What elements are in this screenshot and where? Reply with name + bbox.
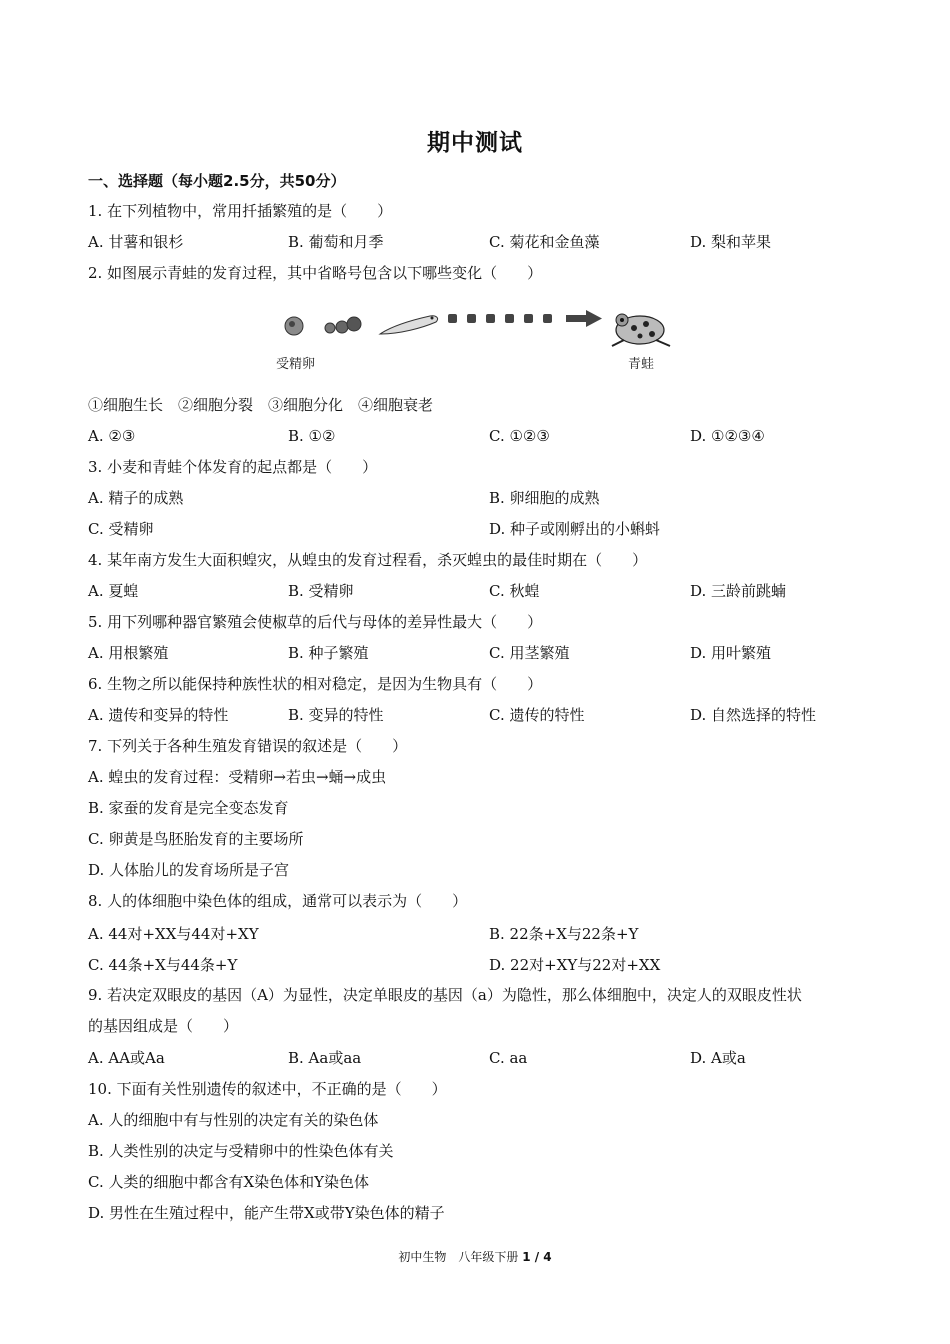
- option: A. AA或Aa: [88, 1049, 165, 1067]
- page-footer: [0, 1248, 950, 1265]
- statement-list: ①细胞生长 ②细胞分裂 ③细胞分化 ④细胞衰老: [88, 396, 434, 414]
- egg-icon: [285, 317, 303, 335]
- option: C. 受精卵: [88, 520, 154, 538]
- option: B. 葡萄和月季: [288, 233, 384, 251]
- option: C. 用茎繁殖: [489, 644, 570, 662]
- option: B. ①②: [288, 427, 336, 445]
- frog-development-diagram: [272, 300, 680, 378]
- option: A. 人的细胞中有与性别的决定有关的染色体: [88, 1111, 379, 1129]
- question-stem-continued: 的基因组成是（ ）: [88, 1017, 239, 1035]
- option: B. 变异的特性: [288, 706, 384, 724]
- option: D. 人体胎儿的发育场所是子宫: [88, 861, 290, 879]
- arrow-icon: [566, 310, 602, 327]
- frog-label: 青蛙: [628, 357, 655, 372]
- question-stem: 6. 生物之所以能保持种族性状的相对稳定，是因为生物具有（ ）: [88, 675, 543, 693]
- egg-label: 受精卵: [276, 357, 316, 372]
- question-stem: 9. 若决定双眼皮的基因（A）为显性，决定单眼皮的基因（a）为隐性，那么体细胞中，决定人的双眼皮性状: [88, 986, 802, 1004]
- option: D. 梨和苹果: [690, 233, 772, 251]
- footer-text: 初中生物 八年级下册: [398, 1250, 519, 1264]
- option: C. ①②③: [489, 427, 550, 445]
- option: B. 家蚕的发育是完全变态发育: [88, 799, 289, 817]
- option: B. 22条+X与22条+Y: [489, 925, 639, 943]
- option: A. 蝗虫的发育过程：受精卵→若虫→蛹→成虫: [88, 768, 387, 786]
- question-stem: 3. 小麦和青蛙个体发育的起点都是（ ）: [88, 458, 378, 476]
- frog-development-figure: [272, 300, 680, 378]
- option: B. 卵细胞的成熟: [489, 489, 600, 507]
- question-stem: 7. 下列关于各种生殖发育错误的叙述是（ ）: [88, 737, 408, 755]
- option: C. 卵黄是鸟胚胎发育的主要场所: [88, 830, 304, 848]
- ellipsis-dots: [448, 314, 552, 323]
- option: D. A或a: [690, 1049, 746, 1067]
- option: A. 遗传和变异的特性: [88, 706, 229, 724]
- page-number: 1 / 4: [522, 1250, 552, 1264]
- option: C. 人类的细胞中都含有X染色体和Y染色体: [88, 1173, 370, 1191]
- option: D. 三龄前跳蝻: [690, 582, 787, 600]
- question-stem: 5. 用下列哪种器官繁殖会使椒草的后代与母体的差异性最大（ ）: [88, 613, 543, 631]
- option: D. 男性在生殖过程中，能产生带X或带Y染色体的精子: [88, 1204, 445, 1222]
- option: D. 自然选择的特性: [690, 706, 817, 724]
- option: A. 44对+XX与44对+XY: [88, 925, 259, 943]
- question-stem: 10. 下面有关性别遗传的叙述中，不正确的是（ ）: [88, 1080, 447, 1098]
- section-heading: 一、选择题（每小题2.5分，共50分）: [88, 172, 346, 190]
- option: D. 种子或刚孵出的小蝌蚪: [489, 520, 661, 538]
- option: B. 人类性别的决定与受精卵中的性染色体有关: [88, 1142, 394, 1160]
- option: A. 用根繁殖: [88, 644, 169, 662]
- question-stem: 1. 在下列植物中，常用扦插繁殖的是（ ）: [88, 202, 393, 220]
- option: C. 秋蝗: [489, 582, 540, 600]
- option: B. Aa或aa: [288, 1049, 362, 1067]
- option: A. 精子的成熟: [88, 489, 184, 507]
- question-stem: 8. 人的体细胞中染色体的组成，通常可以表示为（ ）: [88, 892, 468, 910]
- option: A. 夏蝗: [88, 582, 139, 600]
- embryo-icon: [325, 317, 361, 333]
- option: C. 遗传的特性: [489, 706, 585, 724]
- option: C. 44条+X与44条+Y: [88, 956, 238, 974]
- option: C. 菊花和金鱼藻: [489, 233, 600, 251]
- frog-icon: [612, 314, 670, 346]
- question-stem: 2. 如图展示青蛙的发育过程，其中省略号包含以下哪些变化（ ）: [88, 264, 543, 282]
- page-title: 期中测试: [427, 130, 523, 156]
- option: C. aa: [489, 1049, 528, 1067]
- option: B. 受精卵: [288, 582, 354, 600]
- option: D. ①②③④: [690, 427, 765, 445]
- option: D. 22对+XY与22对+XX: [489, 956, 661, 974]
- question-stem: 4. 某年南方发生大面积蝗灾，从蝗虫的发育过程看，杀灭蝗虫的最佳时期在（ ）: [88, 551, 648, 569]
- option: B. 种子繁殖: [288, 644, 369, 662]
- option: D. 用叶繁殖: [690, 644, 772, 662]
- option: A. ②③: [88, 427, 136, 445]
- tadpole-icon: [380, 316, 438, 334]
- option: A. 甘薯和银杉: [88, 233, 184, 251]
